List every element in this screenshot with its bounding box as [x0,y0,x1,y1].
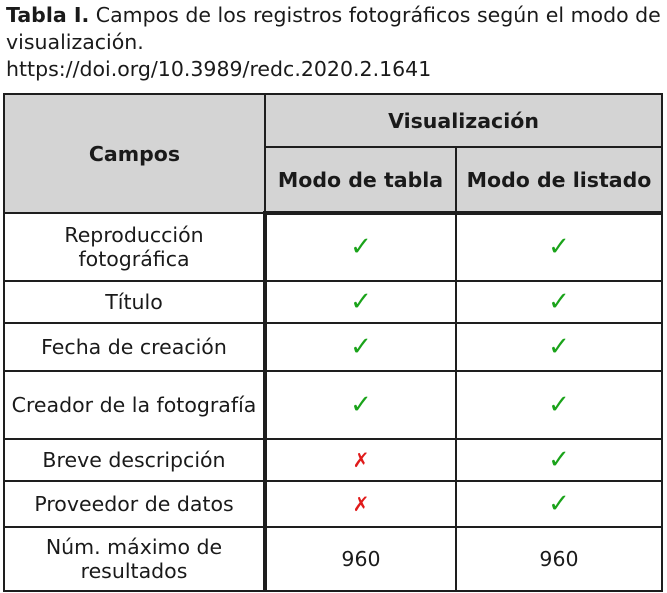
modo-tabla-cell [265,371,456,439]
field-name-cell: Núm. máximo de resultados [4,527,265,591]
field-name-cell: Fecha de creación [4,323,265,371]
check-icon: ✓ [548,286,570,317]
table-caption [6,2,661,83]
table-row [4,481,662,527]
modo-listado-cell [456,527,662,591]
value-text: 960 [341,547,381,571]
table-row [4,527,662,591]
caption-label: Tabla I. [6,3,90,27]
check-icon: ✓ [350,331,372,362]
modo-tabla-cell [265,439,456,481]
modo-tabla-cell [265,213,456,281]
modo-tabla-cell [265,481,456,527]
header-row-top [4,94,662,147]
table-row [4,281,662,323]
check-icon: ✓ [548,232,570,262]
modo-tabla-cell [265,281,456,323]
table-row [4,323,662,371]
field-name-cell: Creador de la fotografía [4,371,265,439]
check-icon: ✓ [548,331,570,362]
cross-icon: ✗ [352,448,370,472]
check-icon: ✓ [548,389,570,420]
header-visualizacion: Visualización [265,94,662,147]
check-icon: ✓ [350,389,372,420]
modo-tabla-cell [265,527,456,591]
cross-icon: ✗ [352,492,370,516]
header-campos: Campos [4,94,265,213]
check-icon: ✓ [548,488,570,519]
modo-listado-cell [456,281,662,323]
table-body [4,213,662,591]
check-icon: ✓ [350,232,372,262]
modo-listado-cell [456,213,662,281]
caption-text: Campos de los registros fotográficos según el modo de visualización. [6,3,661,54]
header-modo-tabla: Modo de tabla [265,147,456,213]
header-modo-listado: Modo de listado [456,147,662,213]
field-name-cell: Título [4,281,265,323]
check-icon: ✓ [350,286,372,317]
table-row [4,371,662,439]
value-text: 960 [539,547,579,571]
table-row [4,213,662,281]
table-row [4,439,662,481]
field-name-cell: Reproducción fotográfica [4,213,265,281]
field-name-cell: Breve descripción [4,439,265,481]
field-name-cell: Proveedor de datos [4,481,265,527]
caption-doi: https://doi.org/10.3989/redc.2020.2.1641 [6,57,432,81]
check-icon: ✓ [548,444,570,475]
modo-listado-cell [456,371,662,439]
modo-listado-cell [456,439,662,481]
modo-listado-cell [456,481,662,527]
modo-tabla-cell [265,323,456,371]
modo-listado-cell [456,323,662,371]
fields-table [3,93,663,592]
